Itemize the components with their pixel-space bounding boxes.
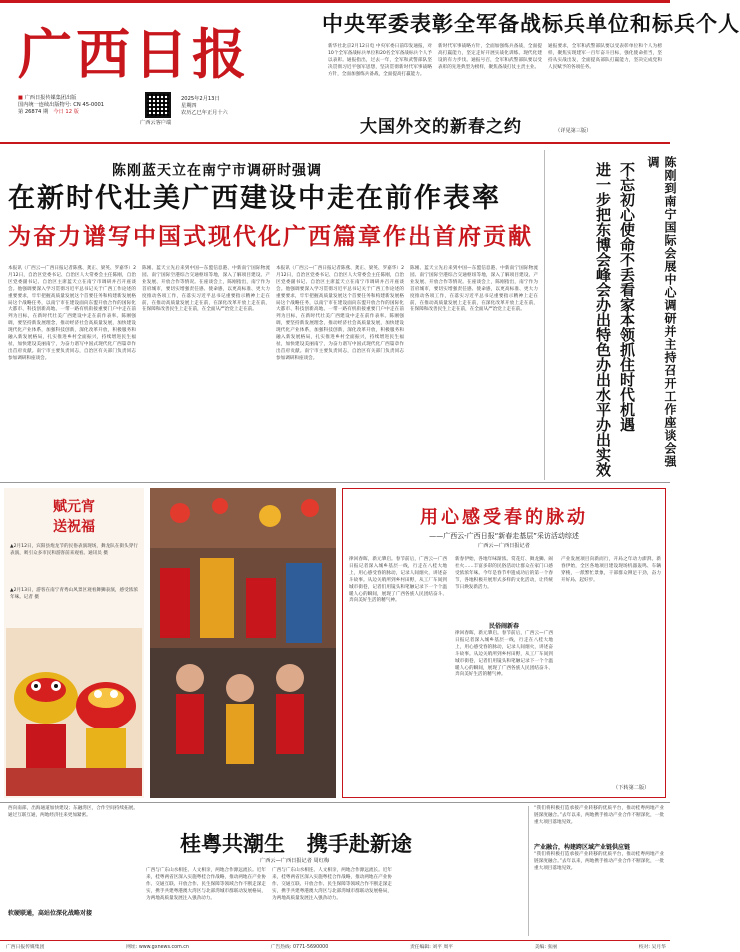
footer-web: 网址: www.gxnews.com.cn: [126, 945, 189, 950]
feature-body-col3: 产业发展项目向新而行，开局之年动力澎湃。新春伊始，全区各地项目建设现场机器轰鸣、车辆穿梭，一派繁忙景象，干部群众铆足干劲，奋力开好局、起好步。: [561, 557, 661, 583]
photo-panel-left: [4, 488, 144, 798]
publisher-line: ■ 广西日报传媒集团出版: [18, 95, 77, 101]
footer-editor: 责任编辑: 刘平 周平: [410, 945, 454, 950]
right-column-vertical-line2: 进一步把东博会峰会办出特色办出水平办出实效: [594, 162, 612, 477]
ad-title-top: 赋元宵: [53, 499, 95, 515]
cn-line: 国内统一连续出版物号: CN 45-0001: [18, 102, 105, 108]
lead-headline-line1: 在新时代壮美广西建设中走在前作表率: [8, 183, 501, 214]
second-feature-byline: 广西云—广西日报记者 周红梅: [260, 858, 330, 864]
second-feature-right-body: “我们将积极打造承接产业转移的优质平台，推动桂粤两地产业链深度融合。”去年以来，两地携手推动产业合作不断深化，一批重大项目落地见效。: [534, 806, 664, 825]
newspaper-title: 广西日报: [18, 22, 250, 86]
top-story-col2: 新时代军事战略方针，全面加强练兵备战，全面提高打赢能力，坚定走好开展实战化训练、现代化建设的有力步伐。通报号召，全军和武警部队要以受表彰的先进典型为榜样，聚焦备战打仗主责主业。: [438, 44, 542, 70]
top-story-col3: 通报要求，全军和武警部队要以受表彰单位和个人为榜样，聚焦实现建军一百年奋斗目标，强化使命担当，坚持从实战出发，全面提高部队打赢能力，坚决完成党和人民赋予的各项任务。: [548, 44, 662, 70]
lead-body-col2: 陈刚、蓝天立先后来到中国—东盟信息港、中新南宁国际物流园、南宁国际空港综合交通枢纽等地，深入了解项目建设、产业发展、开放合作等情况。在座谈会上，陈刚指出，南宁作为首府城市，要切实增强责任感、使命感，以更高标准、更大力度推动各项工作，在落实习近平总书记重要指示精神上走在前，在推动高质量发展上走在前，在深化改革开放上走在前，在保障和改善民生上走在前，在全面从严治党上走在前。: [142, 266, 270, 313]
date-block: [181, 96, 228, 117]
lead-body-col1: 本报讯（广西云—广西日报记者陈燕、龚正、梁英、罗嘉华）2月12日，自治区党委书记、自治区人大常委会主任陈刚，自治区党委副书记、自治区主席蓝天立在南宁市调研并召开座谈会。他强调要深入学习贯彻习近平总书记关于广西工作论述的重要要求，牢牢把握高质量发展这个首要任务和构建新发展格局这个战略任务，以南宁市在建设面向东盟开放合作的国际化大都市、科技创新高地、一带一路有机衔接重要门户中走在前列为目标，在新时代壮美广西建设中走在前作表率。陈刚强调，要坚持新发展理念，推动经济社会高质量发展，加快建设现代化产业体系，加强科技创新，深化改革开放，积极服务和融入新发展格局，扎实推进乡村全面振兴，持续增进民生福祉，加快建设美丽南宁，为奋力谱写中国式现代化广西篇章作出首府贡献。南宁市主要负责同志，自治区有关部门负责同志参加调研和座谈会。: [8, 266, 136, 361]
second-feature-headline: 桂粤共潮生 携手赴新途: [180, 831, 412, 856]
feature-headline: 用心感受春的脉动: [420, 507, 588, 528]
lower-rule: [0, 802, 670, 803]
second-headline-text: 大国外交的新春之约: [360, 117, 522, 137]
second-feature-right-body-2: “我们将积极打造承接产业转移的优质平台，推动桂粤两地产业链深度融合。”去年以来，两地携手推动产业合作不断深化，一批重大项目落地见效。: [534, 852, 664, 871]
lead-body-col3: 本报讯（广西云—广西日报记者陈燕、龚正、梁英、罗嘉华）2月12日，自治区党委书记、自治区人大常委会主任陈刚，自治区党委副书记、自治区主席蓝天立在南宁市调研并召开座谈会。他强调要深入学习贯彻习近平总书记关于广西工作论述的重要要求，牢牢把握高质量发展这个首要任务和构建新发展格局这个战略任务，以南宁市在建设面向东盟开放合作的国际化大都市、科技创新高地、一带一路有机衔接重要门户中走在前列为目标，在新时代壮美广西建设中走在前作表率。陈刚强调，要坚持新发展理念，推动经济社会高质量发展，加快建设现代化产业体系，加强科技创新，深化改革开放，积极服务和融入新发展格局，扎实推进乡村全面振兴，持续增进民生福祉，加快建设美丽南宁，为奋力谱写中国式现代化广西篇章作出首府贡献。南宁市主要负责同志，自治区有关部门负责同志参加调研和座谈会。: [276, 266, 404, 361]
second-headline: [360, 112, 660, 140]
right-column-vertical-line1: 不忘初心使命不丢看家本领抓住时代机遇: [618, 162, 636, 432]
ad-caption: ▲2月12日，宾阳县炮龙节的民俗表演现场，舞龙队在街头穿行表演，吸引众多市民和游客前来观看。通讯员 摄: [10, 544, 138, 556]
lead-intro: 陈刚蓝天立在南宁市调研时强调: [112, 163, 322, 179]
ad-title-block: [24, 496, 124, 536]
issue-line: 第 26874 期 今日 12 版: [18, 109, 79, 115]
lunar-date: 农历乙巳年正月十六: [181, 110, 228, 116]
second-headline-note: （详见第三版）: [555, 128, 592, 134]
date: 2025年2月13日: [181, 96, 220, 102]
section-rule: [0, 142, 670, 144]
footer-ad-line: 广告热线: 0771-5690000: [270, 945, 329, 950]
right-column-divider: [544, 150, 545, 480]
feature-section-title: 民俗闹新春: [488, 623, 519, 630]
footer-designer: 美编: 张丽: [534, 945, 558, 950]
top-story-headline: 中央军委表彰全军备战标兵单位和标兵个人: [322, 11, 740, 36]
right-column-vertical-head: 陈刚到南宁国际会展中心调研并主持召开工作座谈会强调: [646, 156, 677, 468]
feature-byline: 广西云—广西日报记者: [478, 543, 530, 549]
footer-proof: 校对: 吴月华: [638, 945, 666, 950]
ad-caption-2: ▲2月13日，游客在南宁青秀山风景区观看舞狮表演，感受浓浓年味。记者 摄: [10, 588, 138, 600]
qr-code-icon: [145, 92, 171, 118]
feature-subhead: ——广西云-广西日报“新春走基层”采访活动综述: [429, 532, 579, 540]
masthead-top-rule: [0, 0, 670, 3]
festival-crowd-photo: [150, 488, 336, 798]
qr-caption: 广西云客户端: [140, 120, 172, 126]
second-feature-body-col2: 广西与广东山水相连、人文相亲，两地合作源远流长。近年来，桂粤两省区深入实施粤桂合作战略，推动两地在产业协作、交通互联、开放合作、民生保障等领域合作不断走深走实，携手共建粤港澳大湾区与北部湾城市群联动发展格局，为两地高质量发展注入强劲动力。: [272, 868, 392, 901]
footer-rule: [0, 940, 670, 941]
feature-body-col2b: 律回春晖，新元肇启。春节前后，广西云—广西日报记者深入城乡基层一线，行走在八桂大地上，用心感受春的脉动，记录人间烟火，讲述奋斗故事。从边关哨所到乡村田野，从工厂车间到城市街巷，记者们用镜头和笔触记录下一个个温暖人心的瞬间，展现了广西各族人民团结奋斗、奔向美好生活的精气神。: [455, 631, 553, 678]
lion-dance-photo: [6, 628, 142, 796]
lower-right-divider: [528, 806, 529, 936]
second-feature-left-body: 西向南部，出海通道加快建设；东融湾区，合作空间持续拓展。通过互联互通，两地经济往来更加紧密。: [8, 806, 138, 818]
second-feature-body-col1: 广西与广东山水相连、人文相亲，两地合作源远流长。近年来，桂粤两省区深入实施粤桂合作战略，推动两地在产业协作、交通互联、开放合作、民生保障等领域合作不断走深走实，携手共建粤港澳大湾区与北部湾城市群联动发展格局，为两地高质量发展注入强劲动力。: [146, 868, 266, 901]
lead-headline-line2: 为奋力谱写中国式现代化广西篇章作出首府贡献: [8, 223, 533, 250]
second-feature-right-subhead: 产业融合，构建跨区域产业链供应链: [534, 844, 631, 851]
weekday: 星期四: [181, 103, 197, 109]
ad-title-bottom: 送祝福: [53, 519, 95, 535]
mid-rule: [0, 482, 670, 483]
footer: [6, 943, 666, 950]
lead-body-col4: 陈刚、蓝天立先后来到中国—东盟信息港、中新南宁国际物流园、南宁国际空港综合交通枢纽等地，深入了解项目建设、产业发展、开放合作等情况。在座谈会上，陈刚指出，南宁作为首府城市，要切实增强责任感、使命感，以更高标准、更大力度推动各项工作，在落实习近平总书记重要指示精神上走在前，在推动高质量发展上走在前，在深化改革开放上走在前，在保障和改善民生上走在前，在全面从严治党上走在前。: [410, 266, 538, 313]
second-feature-left-subhead: 软硬联通，高站位深化战略对接: [8, 910, 93, 917]
top-story-col1: 新华社北京2月12日电 中央军委日前印发通报，对10个全军备战标兵单位和20名全军备战标兵个人予以表彰。通报指出，过去一年，全军和武警部队坚决贯彻习近平强军思想，坚决贯彻新时代军事战略方针，全面加强练兵备战，全面提高打赢能力。: [328, 44, 432, 77]
feature-body-col1: 律回春晖，新元肇启。春节前后，广西云—广西日报记者深入城乡基层一线，行走在八桂大地上，用心感受春的脉动，记录人间烟火，讲述奋斗故事。从边关哨所到乡村田野，从工厂车间到城市街巷，记者们用镜头和笔触记录下一个个温暖人心的瞬间，展现了广西各族人民团结奋斗、奔向美好生活的精气神。: [349, 557, 447, 604]
footer-address: 广西日报传媒集团: [6, 945, 45, 950]
feature-body-col2: 新春伊始，各地年味渐浓。赏花灯、舞龙狮、闹社火……丰富多彩的民俗活动让群众在家门口感受浓浓年味。今年是春节申遗成功后的第一个春节，各地积极开展形式多样的文化活动，让传统节日焕发新活力。: [455, 557, 553, 590]
feature-continue-note: （下转第二版）: [613, 785, 650, 791]
feature-box: [342, 488, 666, 798]
